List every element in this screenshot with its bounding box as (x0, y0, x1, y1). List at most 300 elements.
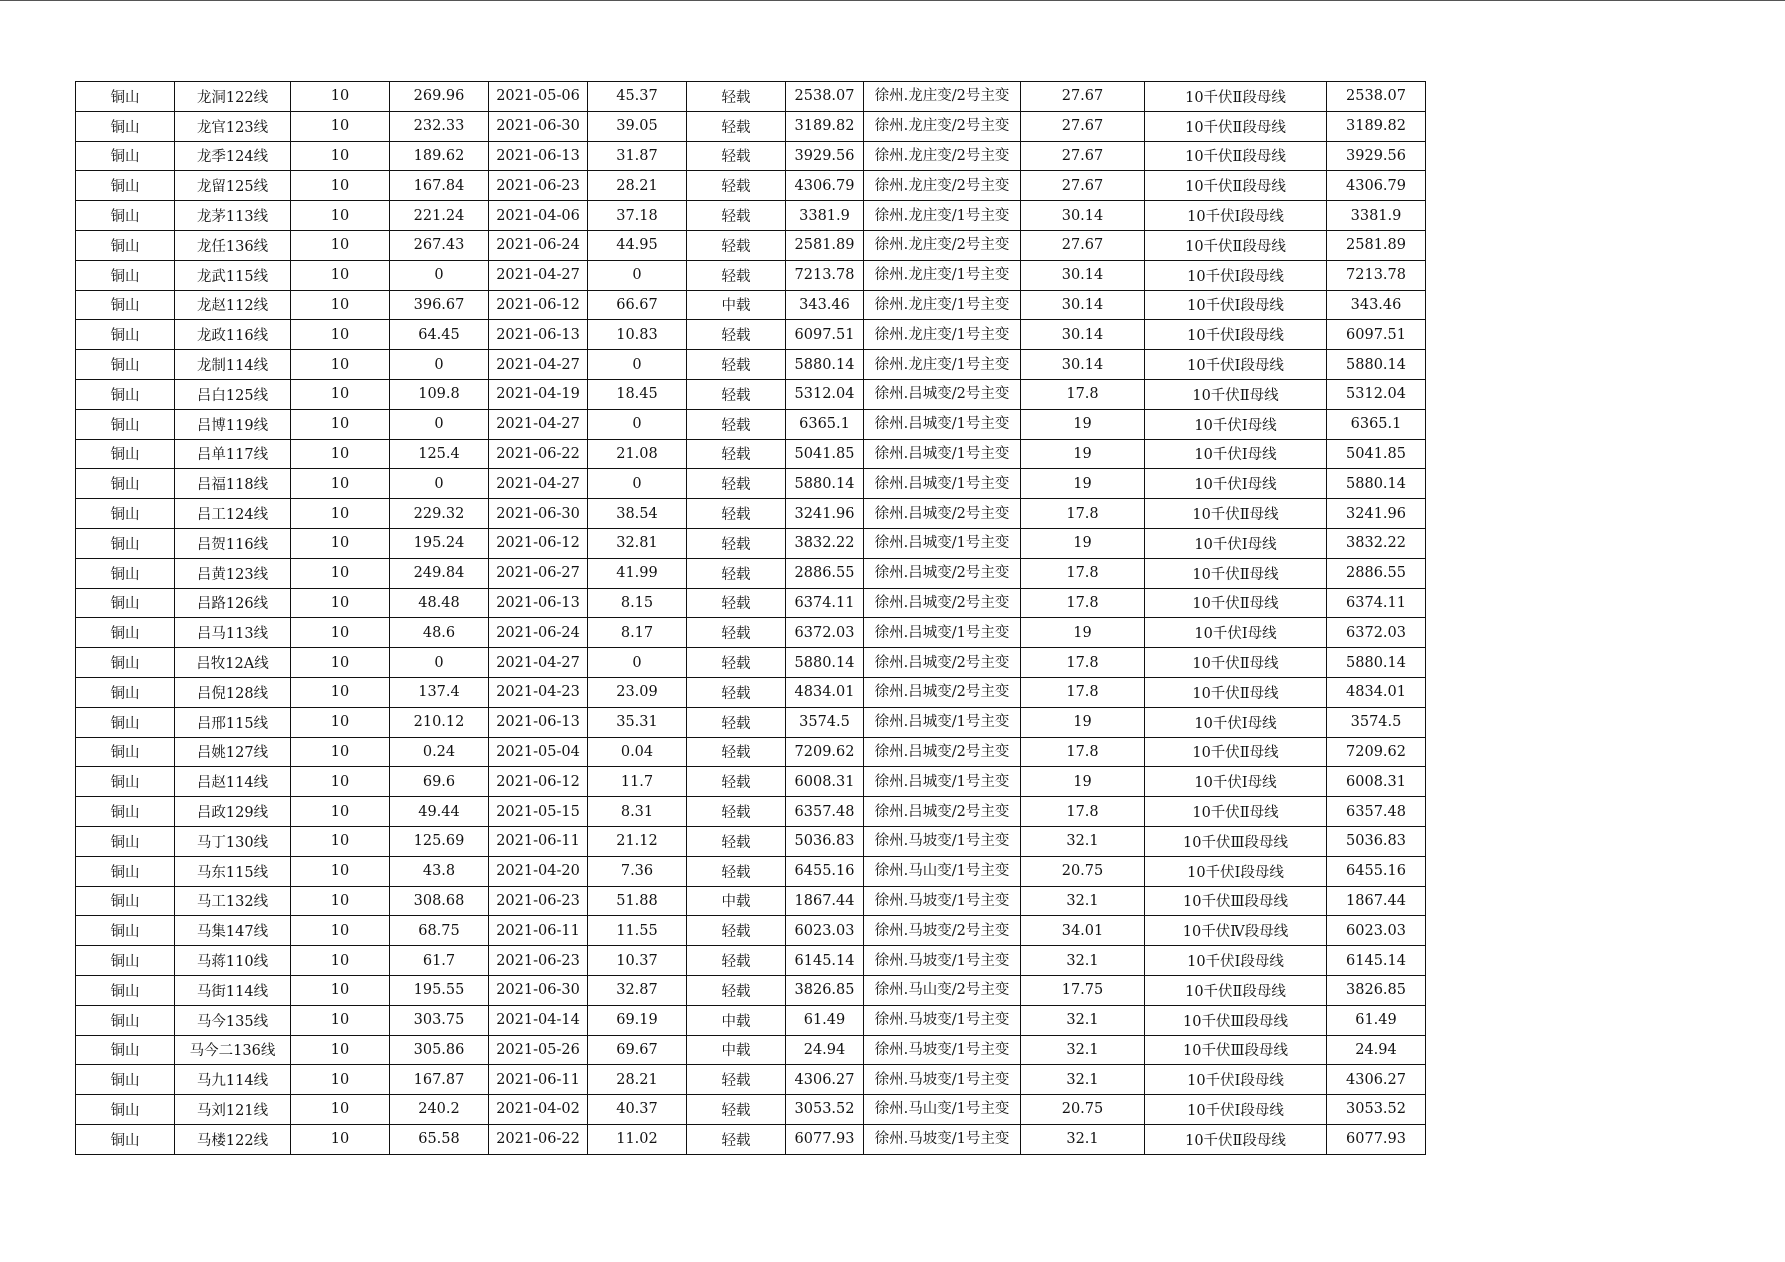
voltage-cell: 10 (291, 82, 390, 112)
line-name-cell: 吕单117线 (175, 439, 291, 469)
substation-transformer-cell: 徐州.吕城变/1号主变 (864, 707, 1021, 737)
substation-transformer-cell: 徐州.龙庄变/2号主变 (864, 230, 1021, 260)
bus-section-cell: 10千伏Ⅱ母线 (1145, 737, 1327, 767)
voltage-cell: 10 (291, 350, 390, 380)
table-row (76, 1124, 1426, 1154)
table-row (76, 409, 1426, 439)
spare-capacity-cell: 6455.16 (786, 856, 864, 886)
date-cell: 2021-04-27 (489, 648, 588, 678)
substation-transformer-cell: 徐州.吕城变/1号主变 (864, 528, 1021, 558)
load-status-cell: 轻载 (687, 975, 786, 1005)
available-capacity-cell: 343.46 (1327, 290, 1426, 320)
table-row (76, 171, 1426, 201)
bus-section-cell: 10千伏Ⅰ段母线 (1145, 260, 1327, 290)
voltage-cell: 10 (291, 618, 390, 648)
date-cell: 2021-06-30 (489, 499, 588, 529)
load-status-cell: 轻载 (687, 737, 786, 767)
spare-capacity-cell: 6023.03 (786, 916, 864, 946)
line-name-cell: 吕邢115线 (175, 707, 291, 737)
current-cell: 49.44 (390, 797, 489, 827)
bus-capacity-cell: 17.8 (1021, 558, 1145, 588)
spare-capacity-cell: 61.49 (786, 1005, 864, 1035)
load-rate-cell: 8.31 (588, 797, 687, 827)
available-capacity-cell: 3929.56 (1327, 141, 1426, 171)
load-status-cell: 轻载 (687, 439, 786, 469)
load-status-cell: 轻载 (687, 648, 786, 678)
substation-transformer-cell: 徐州.马坡变/1号主变 (864, 946, 1021, 976)
substation-transformer-cell: 徐州.吕城变/2号主变 (864, 499, 1021, 529)
load-status-cell: 轻载 (687, 141, 786, 171)
load-status-cell: 轻载 (687, 916, 786, 946)
substation-transformer-cell: 徐州.龙庄变/1号主变 (864, 320, 1021, 350)
substation-transformer-cell: 徐州.龙庄变/1号主变 (864, 260, 1021, 290)
spare-capacity-cell: 2581.89 (786, 230, 864, 260)
spare-capacity-cell: 6077.93 (786, 1124, 864, 1154)
district-cell: 铜山 (76, 856, 175, 886)
load-rate-cell: 11.55 (588, 916, 687, 946)
load-rate-cell: 66.67 (588, 290, 687, 320)
available-capacity-cell: 6008.31 (1327, 767, 1426, 797)
load-rate-cell: 8.17 (588, 618, 687, 648)
load-status-cell: 轻载 (687, 826, 786, 856)
date-cell: 2021-05-04 (489, 737, 588, 767)
date-cell: 2021-06-11 (489, 1065, 588, 1095)
substation-transformer-cell: 徐州.龙庄变/2号主变 (864, 111, 1021, 141)
current-cell: 167.87 (390, 1065, 489, 1095)
substation-transformer-cell: 徐州.马坡变/1号主变 (864, 1005, 1021, 1035)
bus-section-cell: 10千伏Ⅰ段母线 (1145, 1095, 1327, 1125)
current-cell: 137.4 (390, 677, 489, 707)
voltage-cell: 10 (291, 230, 390, 260)
district-cell: 铜山 (76, 230, 175, 260)
bus-capacity-cell: 32.1 (1021, 946, 1145, 976)
substation-transformer-cell: 徐州.吕城变/2号主变 (864, 379, 1021, 409)
table-row (76, 886, 1426, 916)
line-name-cell: 龙赵112线 (175, 290, 291, 320)
date-cell: 2021-06-23 (489, 171, 588, 201)
available-capacity-cell: 2581.89 (1327, 230, 1426, 260)
voltage-cell: 10 (291, 797, 390, 827)
load-rate-cell: 0 (588, 260, 687, 290)
current-cell: 0 (390, 409, 489, 439)
table-row (76, 439, 1426, 469)
load-status-cell: 轻载 (687, 499, 786, 529)
voltage-cell: 10 (291, 767, 390, 797)
district-cell: 铜山 (76, 439, 175, 469)
voltage-cell: 10 (291, 648, 390, 678)
bus-capacity-cell: 19 (1021, 767, 1145, 797)
line-name-cell: 龙官123线 (175, 111, 291, 141)
date-cell: 2021-06-13 (489, 320, 588, 350)
spare-capacity-cell: 1867.44 (786, 886, 864, 916)
substation-transformer-cell: 徐州.吕城变/1号主变 (864, 409, 1021, 439)
load-status-cell: 轻载 (687, 230, 786, 260)
load-rate-cell: 38.54 (588, 499, 687, 529)
voltage-cell: 10 (291, 558, 390, 588)
substation-transformer-cell: 徐州.马坡变/1号主变 (864, 886, 1021, 916)
voltage-cell: 10 (291, 111, 390, 141)
substation-transformer-cell: 徐州.马山变/1号主变 (864, 1095, 1021, 1125)
spare-capacity-cell: 6357.48 (786, 797, 864, 827)
table-row (76, 558, 1426, 588)
load-rate-cell: 31.87 (588, 141, 687, 171)
bus-capacity-cell: 17.8 (1021, 379, 1145, 409)
available-capacity-cell: 7209.62 (1327, 737, 1426, 767)
substation-transformer-cell: 徐州.马坡变/1号主变 (864, 1065, 1021, 1095)
load-rate-cell: 51.88 (588, 886, 687, 916)
voltage-cell: 10 (291, 677, 390, 707)
district-cell: 铜山 (76, 648, 175, 678)
spare-capacity-cell: 7213.78 (786, 260, 864, 290)
current-cell: 267.43 (390, 230, 489, 260)
line-name-cell: 马工132线 (175, 886, 291, 916)
line-name-cell: 龙任136线 (175, 230, 291, 260)
bus-section-cell: 10千伏Ⅰ段母线 (1145, 320, 1327, 350)
bus-capacity-cell: 20.75 (1021, 856, 1145, 886)
bus-capacity-cell: 17.8 (1021, 737, 1145, 767)
load-rate-cell: 0 (588, 648, 687, 678)
line-name-cell: 吕博119线 (175, 409, 291, 439)
bus-section-cell: 10千伏Ⅱ母线 (1145, 797, 1327, 827)
available-capacity-cell: 6374.11 (1327, 588, 1426, 618)
line-name-cell: 龙洞122线 (175, 82, 291, 112)
voltage-cell: 10 (291, 171, 390, 201)
date-cell: 2021-05-26 (489, 1035, 588, 1065)
load-status-cell: 中载 (687, 290, 786, 320)
table-row (76, 975, 1426, 1005)
bus-capacity-cell: 17.8 (1021, 648, 1145, 678)
line-name-cell: 马丁130线 (175, 826, 291, 856)
load-status-cell: 轻载 (687, 797, 786, 827)
bus-section-cell: 10千伏Ⅰ段母线 (1145, 856, 1327, 886)
date-cell: 2021-06-12 (489, 767, 588, 797)
voltage-cell: 10 (291, 201, 390, 231)
bus-section-cell: 10千伏Ⅱ母线 (1145, 558, 1327, 588)
load-rate-cell: 11.02 (588, 1124, 687, 1154)
load-rate-cell: 8.15 (588, 588, 687, 618)
available-capacity-cell: 1867.44 (1327, 886, 1426, 916)
line-name-cell: 吕白125线 (175, 379, 291, 409)
bus-section-cell: 10千伏Ⅱ母线 (1145, 648, 1327, 678)
bus-capacity-cell: 19 (1021, 469, 1145, 499)
available-capacity-cell: 6357.48 (1327, 797, 1426, 827)
line-name-cell: 龙季124线 (175, 141, 291, 171)
load-status-cell: 轻载 (687, 1095, 786, 1125)
date-cell: 2021-06-13 (489, 141, 588, 171)
date-cell: 2021-06-11 (489, 916, 588, 946)
line-name-cell: 马今二136线 (175, 1035, 291, 1065)
table-row (76, 499, 1426, 529)
current-cell: 48.6 (390, 618, 489, 648)
available-capacity-cell: 2538.07 (1327, 82, 1426, 112)
bus-section-cell: 10千伏Ⅰ母线 (1145, 469, 1327, 499)
date-cell: 2021-06-27 (489, 558, 588, 588)
bus-section-cell: 10千伏Ⅱ段母线 (1145, 111, 1327, 141)
district-cell: 铜山 (76, 350, 175, 380)
load-rate-cell: 21.12 (588, 826, 687, 856)
table-row (76, 141, 1426, 171)
current-cell: 308.68 (390, 886, 489, 916)
date-cell: 2021-06-24 (489, 618, 588, 648)
bus-section-cell: 10千伏Ⅱ母线 (1145, 499, 1327, 529)
substation-transformer-cell: 徐州.龙庄变/2号主变 (864, 141, 1021, 171)
load-status-cell: 轻载 (687, 946, 786, 976)
current-cell: 68.75 (390, 916, 489, 946)
table-row (76, 290, 1426, 320)
load-rate-cell: 37.18 (588, 201, 687, 231)
load-rate-cell: 10.83 (588, 320, 687, 350)
district-cell: 铜山 (76, 1035, 175, 1065)
available-capacity-cell: 3574.5 (1327, 707, 1426, 737)
district-cell: 铜山 (76, 946, 175, 976)
line-name-cell: 龙武115线 (175, 260, 291, 290)
table-row (76, 797, 1426, 827)
voltage-cell: 10 (291, 528, 390, 558)
page-top-rule (0, 0, 1785, 1)
bus-capacity-cell: 27.67 (1021, 111, 1145, 141)
voltage-cell: 10 (291, 439, 390, 469)
date-cell: 2021-06-24 (489, 230, 588, 260)
substation-transformer-cell: 徐州.吕城变/2号主变 (864, 737, 1021, 767)
available-capacity-cell: 5880.14 (1327, 648, 1426, 678)
line-name-cell: 吕福118线 (175, 469, 291, 499)
district-cell: 铜山 (76, 737, 175, 767)
voltage-cell: 10 (291, 409, 390, 439)
bus-capacity-cell: 19 (1021, 528, 1145, 558)
bus-section-cell: 10千伏Ⅰ母线 (1145, 618, 1327, 648)
voltage-cell: 10 (291, 379, 390, 409)
district-cell: 铜山 (76, 201, 175, 231)
date-cell: 2021-05-15 (489, 797, 588, 827)
current-cell: 221.24 (390, 201, 489, 231)
date-cell: 2021-04-02 (489, 1095, 588, 1125)
bus-section-cell: 10千伏Ⅱ段母线 (1145, 230, 1327, 260)
load-status-cell: 中载 (687, 1035, 786, 1065)
voltage-cell: 10 (291, 1095, 390, 1125)
voltage-cell: 10 (291, 290, 390, 320)
voltage-cell: 10 (291, 1124, 390, 1154)
load-rate-cell: 35.31 (588, 707, 687, 737)
district-cell: 铜山 (76, 528, 175, 558)
available-capacity-cell: 7213.78 (1327, 260, 1426, 290)
bus-capacity-cell: 17.8 (1021, 677, 1145, 707)
available-capacity-cell: 24.94 (1327, 1035, 1426, 1065)
available-capacity-cell: 3053.52 (1327, 1095, 1426, 1125)
current-cell: 167.84 (390, 171, 489, 201)
substation-transformer-cell: 徐州.马坡变/1号主变 (864, 826, 1021, 856)
available-capacity-cell: 6097.51 (1327, 320, 1426, 350)
substation-transformer-cell: 徐州.吕城变/1号主变 (864, 469, 1021, 499)
district-cell: 铜山 (76, 677, 175, 707)
substation-transformer-cell: 徐州.吕城变/2号主变 (864, 797, 1021, 827)
substation-transformer-cell: 徐州.吕城变/2号主变 (864, 558, 1021, 588)
bus-section-cell: 10千伏Ⅱ段母线 (1145, 975, 1327, 1005)
current-cell: 232.33 (390, 111, 489, 141)
bus-section-cell: 10千伏Ⅰ段母线 (1145, 201, 1327, 231)
load-rate-cell: 0 (588, 350, 687, 380)
date-cell: 2021-06-22 (489, 1124, 588, 1154)
line-name-cell: 马街114线 (175, 975, 291, 1005)
district-cell: 铜山 (76, 826, 175, 856)
date-cell: 2021-04-27 (489, 469, 588, 499)
load-status-cell: 轻载 (687, 528, 786, 558)
bus-capacity-cell: 17.8 (1021, 797, 1145, 827)
bus-capacity-cell: 19 (1021, 409, 1145, 439)
load-rate-cell: 45.37 (588, 82, 687, 112)
load-rate-cell: 69.19 (588, 1005, 687, 1035)
load-status-cell: 轻载 (687, 82, 786, 112)
current-cell: 229.32 (390, 499, 489, 529)
substation-transformer-cell: 徐州.马坡变/1号主变 (864, 1124, 1021, 1154)
date-cell: 2021-06-22 (489, 439, 588, 469)
line-name-cell: 吕工124线 (175, 499, 291, 529)
voltage-cell: 10 (291, 737, 390, 767)
bus-capacity-cell: 32.1 (1021, 1005, 1145, 1035)
bus-section-cell: 10千伏Ⅲ段母线 (1145, 826, 1327, 856)
bus-section-cell: 10千伏Ⅱ段母线 (1145, 171, 1327, 201)
substation-transformer-cell: 徐州.吕城变/1号主变 (864, 439, 1021, 469)
bus-section-cell: 10千伏Ⅱ母线 (1145, 677, 1327, 707)
spare-capacity-cell: 3826.85 (786, 975, 864, 1005)
voltage-cell: 10 (291, 260, 390, 290)
spare-capacity-cell: 6008.31 (786, 767, 864, 797)
district-cell: 铜山 (76, 499, 175, 529)
voltage-cell: 10 (291, 975, 390, 1005)
date-cell: 2021-05-06 (489, 82, 588, 112)
voltage-cell: 10 (291, 1065, 390, 1095)
bus-section-cell: 10千伏Ⅱ段母线 (1145, 82, 1327, 112)
load-rate-cell: 32.81 (588, 528, 687, 558)
line-name-cell: 吕马113线 (175, 618, 291, 648)
line-name-cell: 龙留125线 (175, 171, 291, 201)
date-cell: 2021-04-27 (489, 350, 588, 380)
load-status-cell: 轻载 (687, 588, 786, 618)
district-cell: 铜山 (76, 409, 175, 439)
spare-capacity-cell: 5880.14 (786, 350, 864, 380)
line-name-cell: 马集147线 (175, 916, 291, 946)
district-cell: 铜山 (76, 469, 175, 499)
spare-capacity-cell: 3832.22 (786, 528, 864, 558)
table-row (76, 737, 1426, 767)
bus-capacity-cell: 34.01 (1021, 916, 1145, 946)
table-row (76, 379, 1426, 409)
table-row (76, 677, 1426, 707)
district-cell: 铜山 (76, 379, 175, 409)
load-rate-cell: 32.87 (588, 975, 687, 1005)
available-capacity-cell: 3189.82 (1327, 111, 1426, 141)
available-capacity-cell: 4306.27 (1327, 1065, 1426, 1095)
spare-capacity-cell: 5880.14 (786, 648, 864, 678)
date-cell: 2021-06-13 (489, 707, 588, 737)
table-row (76, 707, 1426, 737)
bus-capacity-cell: 27.67 (1021, 171, 1145, 201)
bus-section-cell: 10千伏Ⅰ母线 (1145, 528, 1327, 558)
district-cell: 铜山 (76, 82, 175, 112)
date-cell: 2021-06-12 (489, 290, 588, 320)
line-name-cell: 吕牧12A线 (175, 648, 291, 678)
spare-capacity-cell: 3574.5 (786, 707, 864, 737)
voltage-cell: 10 (291, 946, 390, 976)
bus-section-cell: 10千伏Ⅰ母线 (1145, 439, 1327, 469)
table-row (76, 946, 1426, 976)
load-rate-cell: 23.09 (588, 677, 687, 707)
load-status-cell: 轻载 (687, 111, 786, 141)
bus-section-cell: 10千伏Ⅱ段母线 (1145, 141, 1327, 171)
load-status-cell: 轻载 (687, 618, 786, 648)
line-name-cell: 龙政116线 (175, 320, 291, 350)
available-capacity-cell: 6077.93 (1327, 1124, 1426, 1154)
current-cell: 249.84 (390, 558, 489, 588)
line-name-cell: 马刘121线 (175, 1095, 291, 1125)
load-rate-cell: 39.05 (588, 111, 687, 141)
bus-capacity-cell: 19 (1021, 618, 1145, 648)
load-status-cell: 中载 (687, 1005, 786, 1035)
spare-capacity-cell: 5880.14 (786, 469, 864, 499)
load-status-cell: 轻载 (687, 201, 786, 231)
spare-capacity-cell: 343.46 (786, 290, 864, 320)
substation-transformer-cell: 徐州.龙庄变/1号主变 (864, 290, 1021, 320)
load-status-cell: 中载 (687, 886, 786, 916)
bus-section-cell: 10千伏Ⅲ段母线 (1145, 1005, 1327, 1035)
spare-capacity-cell: 3241.96 (786, 499, 864, 529)
substation-transformer-cell: 徐州.龙庄变/1号主变 (864, 350, 1021, 380)
current-cell: 240.2 (390, 1095, 489, 1125)
bus-capacity-cell: 27.67 (1021, 82, 1145, 112)
spare-capacity-cell: 6372.03 (786, 618, 864, 648)
bus-capacity-cell: 30.14 (1021, 290, 1145, 320)
voltage-cell: 10 (291, 141, 390, 171)
district-cell: 铜山 (76, 1124, 175, 1154)
table-row (76, 320, 1426, 350)
voltage-cell: 10 (291, 1035, 390, 1065)
substation-transformer-cell: 徐州.吕城变/2号主变 (864, 588, 1021, 618)
line-name-cell: 吕路126线 (175, 588, 291, 618)
substation-transformer-cell: 徐州.龙庄变/2号主变 (864, 171, 1021, 201)
available-capacity-cell: 6365.1 (1327, 409, 1426, 439)
date-cell: 2021-04-27 (489, 409, 588, 439)
load-rate-cell: 28.21 (588, 1065, 687, 1095)
available-capacity-cell: 3826.85 (1327, 975, 1426, 1005)
voltage-cell: 10 (291, 707, 390, 737)
load-rate-cell: 10.37 (588, 946, 687, 976)
table-row (76, 916, 1426, 946)
load-rate-cell: 0.04 (588, 737, 687, 767)
load-status-cell: 轻载 (687, 469, 786, 499)
table-row (76, 469, 1426, 499)
spare-capacity-cell: 6365.1 (786, 409, 864, 439)
district-cell: 铜山 (76, 111, 175, 141)
current-cell: 0 (390, 260, 489, 290)
bus-section-cell: 10千伏Ⅰ母线 (1145, 409, 1327, 439)
table-row (76, 588, 1426, 618)
current-cell: 125.69 (390, 826, 489, 856)
line-name-cell: 龙制114线 (175, 350, 291, 380)
voltage-cell: 10 (291, 588, 390, 618)
district-cell: 铜山 (76, 767, 175, 797)
substation-transformer-cell: 徐州.吕城变/1号主变 (864, 618, 1021, 648)
line-name-cell: 吕倪128线 (175, 677, 291, 707)
load-rate-cell: 44.95 (588, 230, 687, 260)
current-cell: 43.8 (390, 856, 489, 886)
bus-capacity-cell: 30.14 (1021, 201, 1145, 231)
bus-capacity-cell: 17.75 (1021, 975, 1145, 1005)
current-cell: 69.6 (390, 767, 489, 797)
available-capacity-cell: 2886.55 (1327, 558, 1426, 588)
date-cell: 2021-04-14 (489, 1005, 588, 1035)
current-cell: 396.67 (390, 290, 489, 320)
load-status-cell: 轻载 (687, 379, 786, 409)
load-status-cell: 轻载 (687, 409, 786, 439)
